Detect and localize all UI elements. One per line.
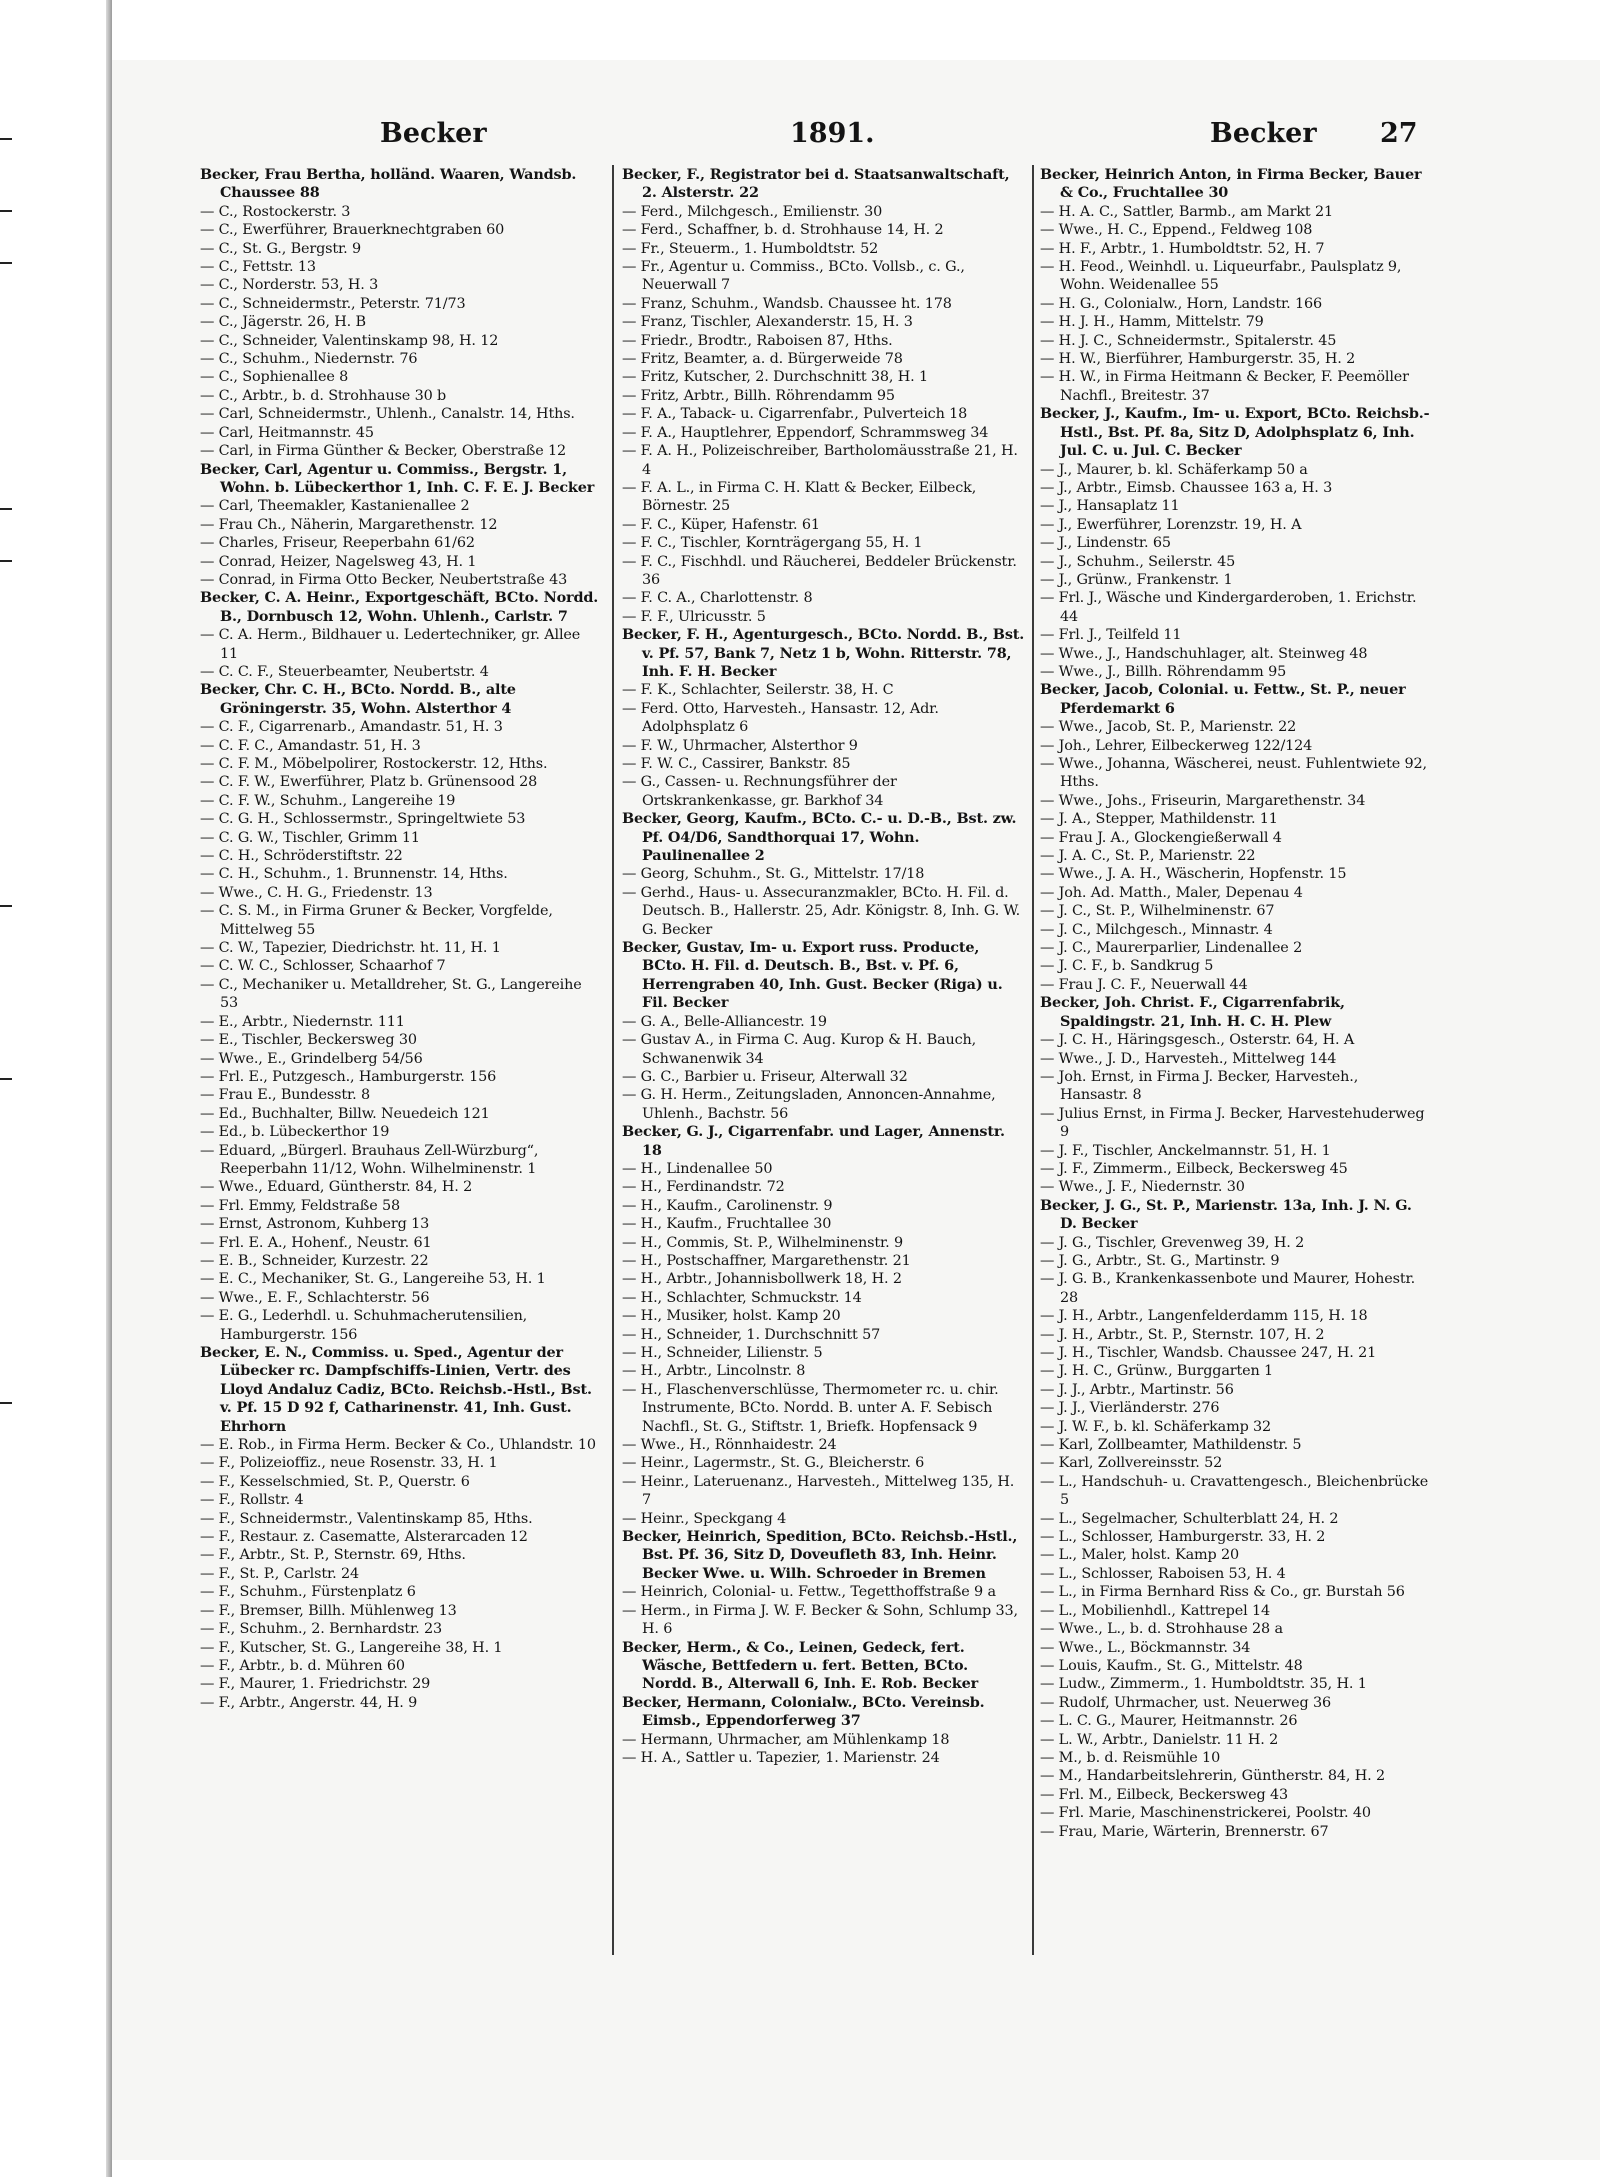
directory-entry: — C. W., Tapezier, Diedrichstr. ht. 11, H. 1 xyxy=(200,940,501,957)
directory-entry: — E. B., Schneider, Kurzestr. 22 xyxy=(200,1252,429,1269)
directory-entry: — Heinr., Lateruenanz., Harvesteh., Mittelweg 135, H. 7 xyxy=(622,1473,1015,1509)
directory-entry: — Wwe., H. C., Eppend., Feldweg 108 xyxy=(1040,222,1313,239)
directory-entry: — C., Schneider, Valentinskamp 98, H. 12 xyxy=(200,332,499,349)
directory-entry: — H. W., in Firma Heitmann & Becker, F. Peemöller Nachfl., Breitestr. 37 xyxy=(1040,369,1409,404)
directory-entry: — C. F. W., Ewerführer, Platz b. Grünensood 28 xyxy=(200,774,538,791)
directory-entry: — F. K., Schlachter, Seilerstr. 38, H. C xyxy=(622,682,894,699)
directory-entry: — Wwe., L., b. d. Strohhause 28 a xyxy=(1040,1621,1283,1638)
directory-entry: — H., Musiker, holst. Kamp 20 xyxy=(622,1308,841,1325)
directory-entry: — Wwe., J. F., Niedernstr. 30 xyxy=(1040,1179,1245,1196)
directory-entry: — L. C. G., Maurer, Heitmannstr. 26 xyxy=(1040,1713,1298,1730)
directory-entry: — J., Arbtr., Eimsb. Chaussee 163 a, H. 3 xyxy=(1040,479,1333,496)
binding-mark xyxy=(0,1078,12,1080)
directory-entry: — Fritz, Kutscher, 2. Durchschnitt 38, H. 1 xyxy=(622,369,929,386)
directory-entry: — Joh. Ernst, in Firma J. Becker, Harvesteh., Hansastr. 8 xyxy=(1040,1068,1359,1104)
directory-entry: — F., Rollstr. 4 xyxy=(200,1492,304,1509)
directory-entry: — C. A. Herm., Bildhauer u. Ledertechniker, gr. Allee 11 xyxy=(200,627,581,662)
directory-entry: — Heinr., Lagermstr., St. G., Bleicherstr. 6 xyxy=(622,1455,925,1472)
directory-entry: — H. G., Colonialw., Horn, Landstr. 166 xyxy=(1040,295,1323,312)
directory-entry: — C., Fettstr. 13 xyxy=(200,259,316,276)
directory-entry: — H. F., Arbtr., 1. Humboldtstr. 52, H. 7 xyxy=(1040,240,1325,257)
directory-entry-heading: Becker, Chr. C. H., BCto. Nordd. B., alte Gröningerstr. 35, Wohn. Alsterthor 4 xyxy=(200,681,516,717)
directory-entry: — M., Handarbeitslehrerin, Güntherstr. 84, H. 2 xyxy=(1040,1768,1386,1785)
directory-entry: — F. C., Tischler, Kornträgergang 55, H. 1 xyxy=(622,535,923,552)
directory-entry: — Frl. M., Eilbeck, Beckersweg 43 xyxy=(1040,1786,1289,1803)
directory-entry: — Wwe., J., Billh. Röhrendamm 95 xyxy=(1040,663,1287,680)
directory-entry: — Ernst, Astronom, Kuhberg 13 xyxy=(200,1216,430,1233)
binding-mark xyxy=(0,262,12,264)
directory-entry: — L., Maler, holst. Kamp 20 xyxy=(1040,1547,1239,1564)
directory-entry: — J. G., Arbtr., St. G., Martinstr. 9 xyxy=(1040,1252,1280,1269)
directory-entry: — Gerhd., Haus- u. Assecuranzmakler, BCto. H. Fil. d. Deutsch. B., Hallerstr. 25, Adr. Königstr. 8, Inh. G. W. G. Becker xyxy=(622,884,1021,938)
directory-entry-heading: Becker, Heinrich, Spedition, BCto. Reichsb.-Hstl., Bst. Pf. 36, Sitz D, Doveufleth 83, Inh. Heinr. Becker Wwe. u. Wilh. Schroeder in Bremen xyxy=(622,1528,1018,1582)
directory-entry: — C. G. H., Schlossermstr., Springeltwiete 53 xyxy=(200,811,526,828)
directory-entry: — L., Schlosser, Hamburgerstr. 33, H. 2 xyxy=(1040,1529,1326,1546)
directory-entry: — J. C. F., b. Sandkrug 5 xyxy=(1040,958,1214,975)
directory-entry: — H., Flaschenverschlüsse, Thermometer rc. u. chir. Instrumente, BCto. Nordd. B. unter A. F. Sebisch Nachfl., St. G., Stiftstr. 1, Briefk. Hopfensack 9 xyxy=(622,1381,999,1435)
directory-entry: — Carl, Schneidermstr., Uhlenh., Canalstr. 14, Hths. xyxy=(200,406,575,423)
directory-entry: — H., Commis, St. P., Wilhelminenstr. 9 xyxy=(622,1234,903,1251)
directory-entry: — J. C., St. P., Wilhelminenstr. 67 xyxy=(1040,903,1275,920)
directory-entry: — F. F., Ulricusstr. 5 xyxy=(622,608,766,625)
directory-entry: — H. A. C., Sattler, Barmb., am Markt 21 xyxy=(1040,203,1333,220)
directory-entry: — Karl, Zollbeamter, Mathildenstr. 5 xyxy=(1040,1437,1302,1454)
directory-entry: — Frau, Marie, Wärterin, Brennerstr. 67 xyxy=(1040,1823,1329,1840)
directory-entry: — Ferd. Otto, Harvesteh., Hansastr. 12, Adr. Adolphsplatz 6 xyxy=(622,700,939,736)
directory-entry: — C., Ewerführer, Brauerknechtgraben 60 xyxy=(200,222,505,239)
directory-entry: — F., Polizeioffiz., neue Rosenstr. 33, H. 1 xyxy=(200,1455,498,1472)
header-right-word: Becker xyxy=(1210,118,1317,149)
directory-entry: — L., in Firma Bernhard Riss & Co., gr. Burstah 56 xyxy=(1040,1584,1405,1601)
directory-entry-heading: Becker, Carl, Agentur u. Commiss., Bergstr. 1, Wohn. b. Lübeckerthor 1, Inh. C. F. E. J. Becker xyxy=(200,460,595,496)
directory-entry: — Friedr., Brodtr., Raboisen 87, Hths. xyxy=(622,332,893,349)
directory-entry: — F. C., Küper, Hafenstr. 61 xyxy=(622,516,820,533)
directory-entry: — Ferd., Milchgesch., Emilienstr. 30 xyxy=(622,203,883,220)
directory-entry: — J. J., Arbtr., Martinstr. 56 xyxy=(1040,1381,1234,1398)
directory-entry: — H., Postschaffner, Margarethenstr. 21 xyxy=(622,1252,911,1269)
directory-entry: — Frl. Marie, Maschinenstrickerei, Poolstr. 40 xyxy=(1040,1805,1371,1822)
directory-entry: — F., Arbtr., St. P., Sternstr. 69, Hths. xyxy=(200,1547,466,1564)
directory-entry: — Conrad, Heizer, Nagelsweg 43, H. 1 xyxy=(200,553,477,570)
directory-entry: — C. H., Schuhm., 1. Brunnenstr. 14, Hths. xyxy=(200,866,508,883)
directory-entry: — F., Schuhm., 2. Bernhardstr. 23 xyxy=(200,1621,442,1638)
directory-entry: — J. C., Milchgesch., Minnastr. 4 xyxy=(1040,921,1273,938)
directory-entry: — E. Rob., in Firma Herm. Becker & Co., Uhlandstr. 10 xyxy=(200,1437,596,1454)
directory-entry: — H., Kaufm., Carolinenstr. 9 xyxy=(622,1197,833,1214)
directory-entry: — Joh. Ad. Matth., Maler, Depenau 4 xyxy=(1040,884,1303,901)
directory-entry: — Gustav A., in Firma C. Aug. Kurop & H. Bauch, Schwanenwik 34 xyxy=(622,1032,977,1067)
directory-entry: — F., Arbtr., b. d. Mühren 60 xyxy=(200,1657,405,1674)
directory-entry: — Carl, Theemakler, Kastanienallee 2 xyxy=(200,498,470,515)
directory-entry: — Herm., in Firma J. W. F. Becker & Sohn, Schlump 33, H. 6 xyxy=(622,1602,1018,1638)
directory-entry: — F. C., Fischhdl. und Räucherei, Beddeler Brückenstr. 36 xyxy=(622,553,1017,588)
directory-column-2 xyxy=(622,166,1026,1767)
directory-entry: — J., Schuhm., Seilerstr. 45 xyxy=(1040,553,1236,570)
directory-entry: — C., Schuhm., Niedernstr. 76 xyxy=(200,351,418,368)
directory-entry: — J. J., Vierländerstr. 276 xyxy=(1040,1400,1220,1417)
directory-entry: — J. H., Arbtr., Langenfelderdamm 115, H. 18 xyxy=(1040,1308,1368,1325)
directory-entry: — E. G., Lederhdl. u. Schuhmacherutensilien, Hamburgerstr. 156 xyxy=(200,1308,528,1343)
page-number: 27 xyxy=(1380,118,1418,149)
directory-entry-heading: Becker, Jacob, Colonial. u. Fettw., St. P., neuer Pferdemarkt 6 xyxy=(1040,681,1406,717)
directory-entry: — Joh., Lehrer, Eilbeckerweg 122/124 xyxy=(1040,737,1313,754)
directory-entry: — J., Maurer, b. kl. Schäferkamp 50 a xyxy=(1040,461,1308,478)
directory-entry: — Wwe., J., Handschuhlager, alt. Steinweg 48 xyxy=(1040,645,1368,662)
directory-entry: — M., b. d. Reismühle 10 xyxy=(1040,1749,1221,1766)
directory-entry: — J. H. C., Grünw., Burggarten 1 xyxy=(1040,1363,1274,1380)
directory-entry: — Ed., b. Lübeckerthor 19 xyxy=(200,1124,390,1141)
directory-entry: — F., Maurer, 1. Friedrichstr. 29 xyxy=(200,1676,431,1693)
directory-entry-heading: Becker, Heinrich Anton, in Firma Becker, Bauer & Co., Fruchtallee 30 xyxy=(1040,166,1422,202)
directory-entry: — C., Sophienallee 8 xyxy=(200,369,349,386)
directory-entry: — Julius Ernst, in Firma J. Becker, Harvestehuderweg 9 xyxy=(1040,1105,1425,1141)
directory-entry: — J. C., Maurerparlier, Lindenallee 2 xyxy=(1040,940,1303,957)
directory-entry: — F. A., Taback- u. Cigarrenfabr., Pulverteich 18 xyxy=(622,406,968,423)
directory-entry: — Frl. E., Putzgesch., Hamburgerstr. 156 xyxy=(200,1068,497,1085)
directory-entry: — F. A., Hauptlehrer, Eppendorf, Schrammsweg 34 xyxy=(622,424,989,441)
directory-entry: — H. W., Bierführer, Hamburgerstr. 35, H. 2 xyxy=(1040,351,1356,368)
directory-entry: — C. F. C., Amandastr. 51, H. 3 xyxy=(200,737,421,754)
directory-entry-heading: Becker, Georg, Kaufm., BCto. C.- u. D.-B., Bst. zw. Pf. O4/D6, Sandthorquai 17, Wohn. Paulinenallee 2 xyxy=(622,810,1017,865)
directory-entry: — H. J. H., Hamm, Mittelstr. 79 xyxy=(1040,314,1264,331)
binding-edge xyxy=(0,0,112,2177)
directory-entry: — Wwe., Johs., Friseurin, Margarethenstr. 34 xyxy=(1040,792,1366,809)
binding-mark xyxy=(0,1402,12,1404)
directory-entry: — L., Handschuh- u. Cravattengesch., Bleichenbrücke 5 xyxy=(1040,1473,1429,1509)
header-year: 1891. xyxy=(790,118,875,149)
directory-entry: — C. G. W., Tischler, Grimm 11 xyxy=(200,829,420,846)
directory-entry-heading: Becker, Frau Bertha, holländ. Waaren, Wandsb. Chaussee 88 xyxy=(200,166,577,202)
directory-entry: — Franz, Tischler, Alexanderstr. 15, H. 3 xyxy=(622,314,913,331)
directory-entry: — F. C. A., Charlottenstr. 8 xyxy=(622,590,813,607)
directory-entry: — J., Ewerführer, Lorenzstr. 19, H. A xyxy=(1040,516,1302,533)
directory-entry: — F., Kutscher, St. G., Langereihe 38, H. 1 xyxy=(200,1639,503,1656)
directory-entry: — Eduard, „Bürgerl. Brauhaus Zell-Würzburg“, Reeperbahn 11/12, Wohn. Wilhelminenstr. 1 xyxy=(200,1142,539,1177)
directory-entry: — Frau J. C. F., Neuerwall 44 xyxy=(1040,976,1248,993)
directory-entry: — Wwe., Johanna, Wäscherei, neust. Fuhlentwiete 92, Hths. xyxy=(1040,756,1427,791)
column-rule xyxy=(612,165,614,1955)
directory-entry: — H. A., Sattler u. Tapezier, 1. Marienstr. 24 xyxy=(622,1749,940,1766)
directory-entry: — Ed., Buchhalter, Billw. Neuedeich 121 xyxy=(200,1105,490,1122)
directory-entry: — F., Schuhm., Fürstenplatz 6 xyxy=(200,1584,416,1601)
directory-entry-heading: Becker, E. N., Commiss. u. Sped., Agentur der Lübecker rc. Dampfschiffs-Linien, Vertr. des Lloyd Andaluz Cadiz, BCto. Reichsb.-Hstl., Bst. v. Pf. 15 D 92 f, Catharinenstr. 41, Inh. Gust. Ehrhorn xyxy=(200,1344,592,1435)
directory-entry: — Wwe., Jacob, St. P., Marienstr. 22 xyxy=(1040,719,1297,736)
directory-column-3 xyxy=(1040,166,1430,1841)
directory-entry: — H., Arbtr., Lincolnstr. 8 xyxy=(622,1363,806,1380)
directory-entry-heading: Becker, F. H., Agenturgesch., BCto. Nordd. B., Bst. v. Pf. 57, Bank 7, Netz 1 b, Wohn. Ritterstr. 78, Inh. F. H. Becker xyxy=(622,626,1025,680)
directory-entry: — Fr., Steuerm., 1. Humboldtstr. 52 xyxy=(622,240,879,257)
directory-entry: — C., Norderstr. 53, H. 3 xyxy=(200,277,379,294)
directory-entry: — C., Mechaniker u. Metalldreher, St. G., Langereihe 53 xyxy=(200,976,582,1012)
directory-entry: — G. A., Belle-Alliancestr. 19 xyxy=(622,1013,827,1030)
directory-entry: — F., Bremser, Billh. Mühlenweg 13 xyxy=(200,1602,457,1619)
directory-entry: — C. H., Schröderstiftstr. 22 xyxy=(200,848,403,865)
directory-entry: — J. F., Zimmerm., Eilbeck, Beckersweg 45 xyxy=(1040,1160,1348,1177)
directory-entry: — Charles, Friseur, Reeperbahn 61/62 xyxy=(200,535,475,552)
directory-entry: — G., Cassen- u. Rechnungsführer der Ortskrankenkasse, gr. Barkhof 34 xyxy=(622,774,897,809)
directory-entry: — C. C. F., Steuerbeamter, Neubertstr. 4 xyxy=(200,663,489,680)
directory-entry: — Frl. E. A., Hohenf., Neustr. 61 xyxy=(200,1234,432,1251)
directory-entry: — Frl. J., Wäsche und Kindergarderoben, 1. Erichstr. 44 xyxy=(1040,590,1417,625)
directory-entry: — J. F., Tischler, Anckelmannstr. 51, H. 1 xyxy=(1040,1142,1331,1159)
directory-entry-heading: Becker, J., Kaufm., Im- u. Export, BCto. Reichsb.-Hstl., Bst. Pf. 8a, Sitz D, Adolphsplatz 6, Inh. Jul. C. u. Jul. C. Becker xyxy=(1040,405,1430,460)
directory-entry: — J. G. B., Krankenkassenbote und Maurer, Hohestr. 28 xyxy=(1040,1271,1416,1306)
directory-entry: — J., Lindenstr. 65 xyxy=(1040,535,1171,552)
directory-entry: — C. W. C., Schlosser, Schaarhof 7 xyxy=(200,958,446,975)
directory-entry: — Wwe., J. A. H., Wäscherin, Hopfenstr. 15 xyxy=(1040,866,1347,883)
directory-entry: — C. F., Cigarrenarb., Amandastr. 51, H. 3 xyxy=(200,719,503,736)
directory-entry: — Hermann, Uhrmacher, am Mühlenkamp 18 xyxy=(622,1731,950,1748)
directory-entry: — G. C., Barbier u. Friseur, Alterwall 32 xyxy=(622,1068,908,1085)
directory-entry: — H., Lindenallee 50 xyxy=(622,1160,773,1177)
directory-entry-heading: Becker, Gustav, Im- u. Export russ. Producte, BCto. H. Fil. d. Deutsch. B., Bst. v. Pf. 6, Herrengraben 40, Inh. Gust. Becker (Riga) u. Fil. Becker xyxy=(622,939,1003,1012)
directory-entry: — F., St. P., Carlstr. 24 xyxy=(200,1565,359,1582)
directory-column-1 xyxy=(200,166,600,1712)
directory-entry: — F., Arbtr., Angerstr. 44, H. 9 xyxy=(200,1694,418,1711)
binding-mark xyxy=(0,560,12,562)
directory-entry: — H., Schneider, Lilienstr. 5 xyxy=(622,1345,823,1361)
directory-entry: — L., Segelmacher, Schulterblatt 24, H. 2 xyxy=(1040,1510,1339,1527)
directory-entry: — Frau J. A., Glockengießerwall 4 xyxy=(1040,829,1282,846)
directory-entry: — Wwe., C. H. G., Friedenstr. 13 xyxy=(200,884,433,901)
directory-entry: — J. G., Tischler, Grevenweg 39, H. 2 xyxy=(1040,1234,1305,1251)
directory-entry: — Wwe., E. F., Schlachterstr. 56 xyxy=(200,1289,430,1306)
directory-entry: — E., Arbtr., Niedernstr. 111 xyxy=(200,1013,405,1030)
directory-entry-heading: Becker, Joh. Christ. F., Cigarrenfabrik, Spaldingstr. 21, Inh. H. C. H. Plew xyxy=(1040,994,1345,1030)
directory-entry: — Louis, Kaufm., St. G., Mittelstr. 48 xyxy=(1040,1657,1303,1674)
directory-entry: — Carl, in Firma Günther & Becker, Oberstraße 12 xyxy=(200,443,567,460)
directory-entry: — J. A. C., St. P., Marienstr. 22 xyxy=(1040,848,1256,865)
directory-entry: — H., Schlachter, Schmuckstr. 14 xyxy=(622,1289,862,1306)
directory-entry: — C. F. M., Möbelpolirer, Rostockerstr. 12, Hths. xyxy=(200,756,548,772)
directory-entry: — C. S. M., in Firma Gruner & Becker, Vorgfelde, Mittelweg 55 xyxy=(200,903,553,938)
directory-entry: — F., Schneidermstr., Valentinskamp 85, Hths. xyxy=(200,1510,533,1527)
directory-entry: — H., Ferdinandstr. 72 xyxy=(622,1179,785,1196)
directory-entry: — C., St. G., Bergstr. 9 xyxy=(200,240,362,257)
directory-entry: — H. J. C., Schneidermstr., Spitalerstr. 45 xyxy=(1040,332,1337,349)
page-header xyxy=(200,118,1420,160)
directory-entry: — L., Mobilienhdl., Kattrepel 14 xyxy=(1040,1602,1270,1619)
directory-entry: — F., Restaur. z. Casematte, Alsterarcaden 12 xyxy=(200,1529,528,1546)
directory-entry: — H., Kaufm., Fruchtallee 30 xyxy=(622,1216,832,1233)
directory-entry: — Wwe., H., Rönnhaidestr. 24 xyxy=(622,1437,837,1454)
directory-entry: — J. C. H., Häringsgesch., Osterstr. 64, H. A xyxy=(1040,1032,1355,1049)
directory-entry: — Conrad, in Firma Otto Becker, Neubertstraße 43 xyxy=(200,571,568,588)
directory-entry: — L. W., Arbtr., Danielstr. 11 H. 2 xyxy=(1040,1731,1279,1748)
directory-entry: — E., Tischler, Beckersweg 30 xyxy=(200,1032,417,1049)
column-rule xyxy=(1032,165,1034,1955)
directory-entry: — Fritz, Beamter, a. d. Bürgerweide 78 xyxy=(622,351,903,368)
directory-entry-heading: Becker, C. A. Heinr., Exportgeschäft, BCto. Nordd. B., Dornbusch 12, Wohn. Uhlenh., Carlstr. 7 xyxy=(200,589,599,625)
directory-entry: — J. H., Tischler, Wandsb. Chaussee 247, H. 21 xyxy=(1040,1345,1377,1361)
header-left-word: Becker xyxy=(380,118,487,149)
directory-entry: — J. A., Stepper, Mathildenstr. 11 xyxy=(1040,811,1278,828)
directory-entry: — Ludw., Zimmerm., 1. Humboldtstr. 35, H. 1 xyxy=(1040,1676,1367,1693)
directory-entry: — G. H. Herm., Zeitungsladen, Annoncen-Annahme, Uhlenh., Bachstr. 56 xyxy=(622,1087,996,1122)
directory-entry: — H., Schneider, 1. Durchschnitt 57 xyxy=(622,1326,881,1343)
directory-entry: — Fritz, Arbtr., Billh. Röhrendamm 95 xyxy=(622,387,895,404)
binding-mark xyxy=(0,210,12,212)
directory-entry: — J., Hansaplatz 11 xyxy=(1040,498,1180,515)
directory-entry: — Wwe., E., Grindelberg 54/56 xyxy=(200,1050,423,1067)
directory-entry: — J., Grünw., Frankenstr. 1 xyxy=(1040,571,1233,588)
directory-entry: — F. A. L., in Firma C. H. Klatt & Becker, Eilbeck, Börnestr. 25 xyxy=(622,479,977,515)
directory-entry: — Ferd., Schaffner, b. d. Strohhause 14, H. 2 xyxy=(622,222,944,239)
directory-entry: — Franz, Schuhm., Wandsb. Chaussee ht. 178 xyxy=(622,295,952,312)
directory-entry: — F. A. H., Polizeischreiber, Bartholomäusstraße 21, H. 4 xyxy=(622,443,1018,478)
directory-entry: — C., Arbtr., b. d. Strohhause 30 b xyxy=(200,387,447,404)
directory-entry: — J. H., Arbtr., St. P., Sternstr. 107, H. 2 xyxy=(1040,1326,1325,1343)
directory-entry-heading: Becker, G. J., Cigarrenfabr. und Lager, Annenstr. 18 xyxy=(622,1123,1005,1159)
directory-entry: — Frau E., Bundesstr. 8 xyxy=(200,1087,371,1104)
directory-entry: — H., Arbtr., Johannisbollwerk 18, H. 2 xyxy=(622,1271,902,1288)
directory-entry: — Heinr., Speckgang 4 xyxy=(622,1510,787,1527)
binding-mark xyxy=(0,508,12,510)
directory-entry: — Frau Ch., Näherin, Margarethenstr. 12 xyxy=(200,516,498,533)
binding-mark xyxy=(0,905,12,907)
directory-entry: — Frl. J., Teilfeld 11 xyxy=(1040,627,1182,644)
directory-entry: — Wwe., J. D., Harvesteh., Mittelweg 144 xyxy=(1040,1050,1337,1067)
directory-entry: — Rudolf, Uhrmacher, ust. Neuerweg 36 xyxy=(1040,1694,1332,1711)
directory-entry: — F., Kesselschmied, St. P., Querstr. 6 xyxy=(200,1473,470,1490)
directory-entry: — Wwe., L., Böckmannstr. 34 xyxy=(1040,1639,1251,1656)
directory-entry: — Karl, Zollvereinsstr. 52 xyxy=(1040,1455,1223,1472)
directory-entry-heading: Becker, J. G., St. P., Marienstr. 13a, Inh. J. N. G. D. Becker xyxy=(1040,1196,1412,1233)
directory-entry: — F. W. C., Cassirer, Bankstr. 85 xyxy=(622,756,851,772)
directory-entry: — E. C., Mechaniker, St. G., Langereihe 53, H. 1 xyxy=(200,1271,546,1288)
directory-entry: — Frl. Emmy, Feldstraße 58 xyxy=(200,1197,401,1214)
directory-entry: — Wwe., Eduard, Güntherstr. 84, H. 2 xyxy=(200,1179,473,1196)
directory-entry-heading: Becker, Herm., & Co., Leinen, Gedeck, fert. Wäsche, Bettfedern u. fert. Betten, BCto. Nordd. B., Alterwall 6, Inh. E. Rob. Becker xyxy=(622,1638,979,1693)
directory-entry: — Carl, Heitmannstr. 45 xyxy=(200,424,374,441)
directory-entry: — C., Rostockerstr. 3 xyxy=(200,203,351,220)
directory-entry: — J. W. F., b. kl. Schäferkamp 32 xyxy=(1040,1418,1272,1435)
binding-mark xyxy=(0,138,12,140)
directory-entry-heading: Becker, Hermann, Colonialw., BCto. Vereinsb. Eimsb., Eppendorferweg 37 xyxy=(622,1693,985,1730)
directory-entry: — Georg, Schuhm., St. G., Mittelstr. 17/18 xyxy=(622,866,925,883)
directory-entry: — H. Feod., Weinhdl. u. Liqueurfabr., Paulsplatz 9, Wohn. Weidenallee 55 xyxy=(1040,259,1402,294)
directory-entry: — C., Schneidermstr., Peterstr. 71/73 xyxy=(200,295,466,312)
directory-entry: — Heinrich, Colonial- u. Fettw., Tegetthoffstraße 9 a xyxy=(622,1584,996,1601)
directory-entry: — Fr., Agentur u. Commiss., BCto. Vollsb., c. G., Neuerwall 7 xyxy=(622,259,965,294)
directory-entry: — C., Jägerstr. 26, H. B xyxy=(200,314,366,331)
directory-entry: — L., Schlosser, Raboisen 53, H. 4 xyxy=(1040,1565,1286,1582)
directory-entry-heading: Becker, F., Registrator bei d. Staatsanwaltschaft, 2. Alsterstr. 22 xyxy=(622,166,1010,202)
directory-entry: — F. W., Uhrmacher, Alsterthor 9 xyxy=(622,737,858,754)
directory-entry: — C. F. W., Schuhm., Langereihe 19 xyxy=(200,792,456,809)
